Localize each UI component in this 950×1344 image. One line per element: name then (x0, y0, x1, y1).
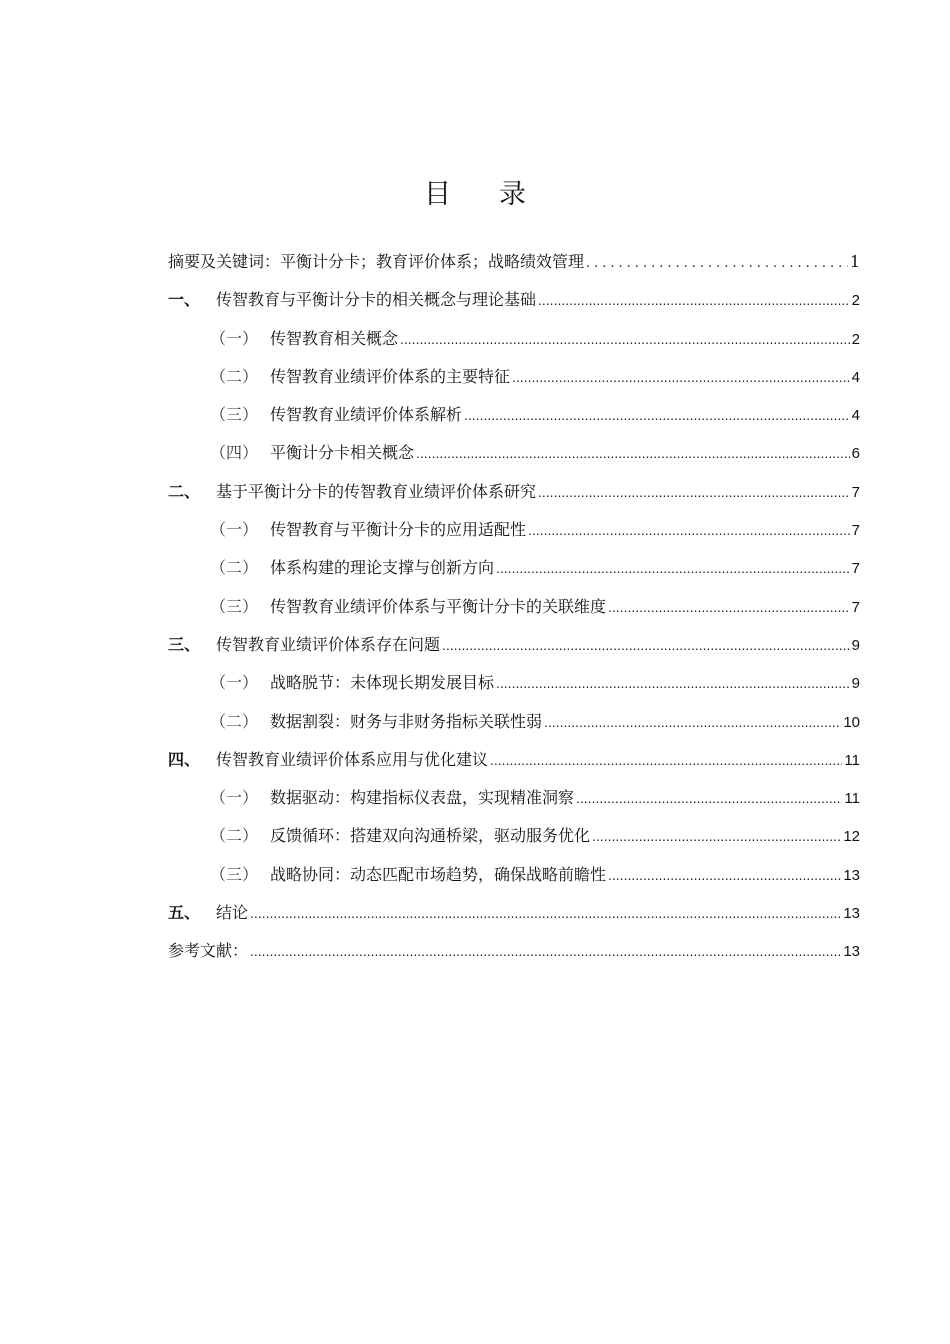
dot-leader (490, 752, 842, 768)
toc-entry-text: 基于平衡计分卡的传智教育业绩评价体系研究 (216, 481, 537, 501)
toc-page-number: 7 (851, 483, 860, 501)
section-marker: （二） (210, 366, 259, 386)
dot-leader (400, 331, 850, 347)
dot-leader (608, 867, 841, 883)
dot-leader (250, 943, 841, 959)
toc-entry-text: 参考文献： (168, 941, 249, 961)
toc-page-number: 12 (843, 828, 860, 846)
section-marker: （二） (210, 558, 259, 578)
toc-entry-text: 结论 (216, 903, 249, 923)
toc-entry-text: 战略协同：动态匹配市场趋势，确保战略前瞻性 (270, 864, 607, 884)
toc-entry-text: 平衡计分卡相关概念 (270, 443, 415, 463)
toc-entry-section[interactable] (168, 594, 860, 632)
toc-entry-chapter-3[interactable] (168, 632, 860, 670)
toc-page-number: 11 (844, 790, 860, 808)
section-marker: （一） (210, 520, 259, 540)
toc-entry-text: 传智教育业绩评价体系存在问题 (216, 634, 441, 654)
toc-page-number: 13 (843, 905, 860, 923)
section-marker: （二） (210, 826, 259, 846)
chapter-marker: 四、 (168, 749, 201, 769)
section-marker: （二） (210, 711, 259, 731)
toc-page-number: 4 (851, 407, 860, 425)
toc-entry-text: 数据驱动：构建指标仪表盘，实现精准洞察 (270, 788, 575, 808)
dot-leader (250, 905, 841, 921)
toc-entry-section[interactable] (168, 670, 860, 708)
chapter-marker: 二、 (168, 481, 201, 501)
section-marker: （一） (210, 328, 259, 348)
toc-entry-text: 数据割裂：财务与非财务指标关联性弱 (270, 711, 543, 731)
table-of-contents (168, 249, 860, 977)
toc-entry-text: 战略脱节：未体现长期发展目标 (270, 673, 495, 693)
toc-entry-section[interactable] (168, 862, 860, 900)
dot-leader (608, 599, 850, 615)
dot-leader (592, 828, 841, 844)
section-marker: （三） (210, 405, 259, 425)
toc-entry-chapter-1[interactable] (168, 287, 860, 325)
dot-leader (512, 369, 850, 385)
toc-page-number: 1 (849, 252, 860, 271)
dot-leader (544, 714, 841, 730)
dot-leader (496, 560, 850, 576)
toc-entry-text: 反馈循环：搭建双向沟通桥梁，驱动服务优化 (270, 826, 591, 846)
section-marker: （一） (210, 788, 259, 808)
toc-entry-section[interactable] (168, 517, 860, 555)
dot-leader (416, 445, 850, 461)
toc-page-number: 11 (844, 751, 860, 769)
toc-page-number: 7 (851, 522, 860, 540)
toc-entry-section[interactable] (168, 364, 860, 402)
toc-entry-section[interactable] (168, 326, 860, 364)
toc-entry-text: 传智教育与平衡计分卡的相关概念与理论基础 (216, 290, 537, 310)
toc-page-number: 10 (843, 713, 860, 731)
toc-page-number: 9 (851, 636, 860, 654)
toc-entry-chapter-4[interactable] (168, 747, 860, 785)
chapter-marker: 一、 (168, 290, 201, 310)
dot-leader (538, 292, 850, 308)
toc-entry-chapter-5[interactable] (168, 900, 860, 938)
toc-page-number: 6 (851, 445, 860, 463)
toc-entry-references[interactable] (168, 938, 860, 976)
toc-entry-section[interactable] (168, 402, 860, 440)
toc-entry-section[interactable] (168, 823, 860, 861)
section-marker: （四） (210, 443, 259, 463)
toc-page-number: 7 (851, 598, 860, 616)
dot-leader (442, 637, 850, 653)
toc-entry-section[interactable] (168, 440, 860, 478)
toc-entry-section[interactable] (168, 555, 860, 593)
dot-leader (464, 407, 850, 423)
toc-entry-section[interactable] (168, 709, 860, 747)
toc-entry-text: 传智教育业绩评价体系应用与优化建议 (216, 749, 489, 769)
toc-page-number: 4 (851, 368, 860, 386)
dot-leader (586, 256, 848, 271)
section-marker: （三） (210, 596, 259, 616)
toc-page-number: 9 (851, 675, 860, 693)
toc-entry-chapter-2[interactable] (168, 479, 860, 517)
toc-title-char-1: 目 (424, 179, 451, 210)
chapter-marker: 五、 (168, 903, 201, 923)
toc-title (0, 172, 950, 211)
chapter-marker: 三、 (168, 634, 201, 654)
toc-entry-text: 传智教育相关概念 (270, 328, 399, 348)
dot-leader (496, 675, 850, 691)
section-marker: （三） (210, 864, 259, 884)
toc-entry-abstract[interactable] (168, 249, 860, 287)
toc-page-number: 13 (843, 943, 860, 961)
dot-leader (538, 484, 850, 500)
toc-entry-section[interactable] (168, 785, 860, 823)
toc-page-number: 2 (851, 292, 860, 310)
toc-page-number: 7 (851, 560, 860, 578)
dot-leader (528, 522, 850, 538)
toc-title-char-2: 录 (499, 179, 526, 210)
toc-entry-text: 体系构建的理论支撑与创新方向 (270, 558, 495, 578)
toc-entry-text: 摘要及关键词：平衡计分卡；教育评价体系；战略绩效管理 (168, 252, 585, 271)
toc-entry-text: 传智教育业绩评价体系与平衡计分卡的关联维度 (270, 596, 607, 616)
toc-page-number: 13 (843, 866, 860, 884)
toc-entry-text: 传智教育与平衡计分卡的应用适配性 (270, 520, 527, 540)
toc-entry-text: 传智教育业绩评价体系解析 (270, 405, 463, 425)
toc-entry-text: 传智教育业绩评价体系的主要特征 (270, 366, 511, 386)
section-marker: （一） (210, 673, 259, 693)
dot-leader (576, 790, 842, 806)
toc-page-number: 2 (851, 330, 860, 348)
